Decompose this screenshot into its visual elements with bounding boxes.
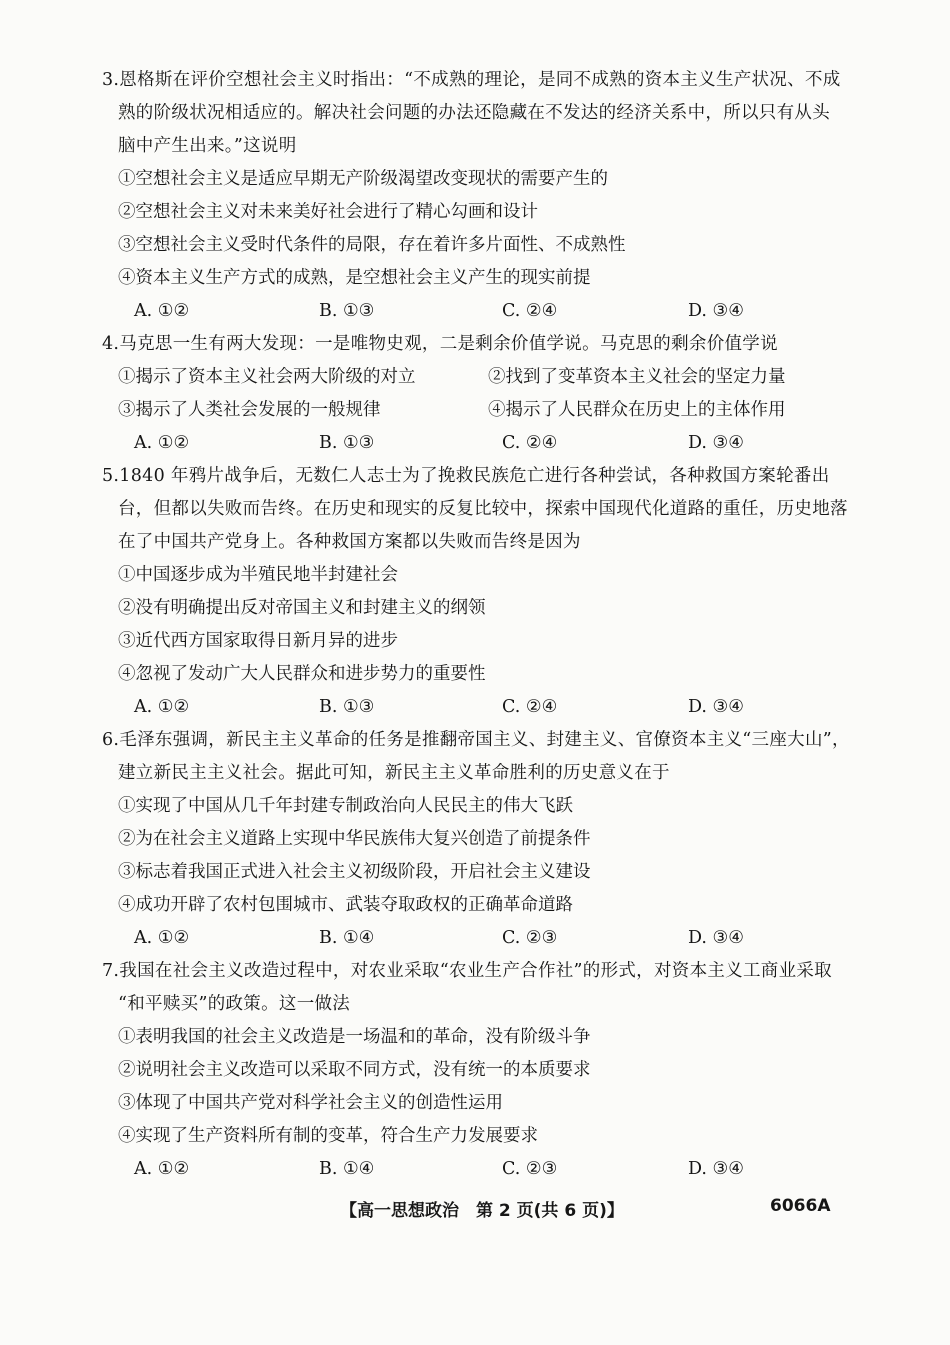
answer-choice-b: B. ①④	[319, 928, 375, 948]
option-statement: ②空想社会主义对未来美好社会进行了精心勾画和设计	[118, 202, 538, 222]
option-statement: ④资本主义生产方式的成熟，是空想社会主义产生的现实前提	[118, 268, 591, 288]
question-stem-line: 5.1840 年鸦片战争后，无数仁人志士为了挽救民族危亡进行各种尝试，各种救国方案轮番出	[102, 466, 830, 486]
option-statement: ④忽视了发动广大人民群众和进步势力的重要性	[118, 664, 486, 684]
questions-area	[102, 64, 858, 1186]
question-stem-line: 台，但都以失败而告终。在历史和现实的反复比较中，探索中国现代化道路的重任，历史地落	[118, 499, 848, 519]
answer-choice-a: A. ①②	[134, 928, 190, 948]
answer-choice-b: B. ①④	[319, 1159, 375, 1179]
option-statement: ②说明社会主义改造可以采取不同方式，没有统一的本质要求	[118, 1060, 591, 1080]
answer-choice-d: D. ③④	[688, 1159, 744, 1179]
question-stem-line: 在了中国共产党身上。各种救国方案都以失败而告终是因为	[118, 532, 581, 552]
option-statement: ③标志着我国正式进入社会主义初级阶段，开启社会主义建设	[118, 862, 591, 882]
question-stem-line: 熟的阶级状况相适应的。解决社会问题的办法还隐藏在不发达的经济关系中，所以只有从头	[118, 103, 830, 123]
question-stem-line: 3.恩格斯在评价空想社会主义时指出：“不成熟的理论，是同不成熟的资本主义生产状况、不成	[102, 70, 841, 90]
answer-choice-b: B. ①③	[319, 697, 375, 717]
question-4	[102, 328, 858, 460]
question-stem-line: 7.我国在社会主义改造过程中，对农业采取“农业生产合作社”的形式，对资本主义工商业采取	[102, 961, 832, 981]
option-statement: ①中国逐步成为半殖民地半封建社会	[118, 565, 398, 585]
question-7	[102, 955, 858, 1186]
answer-choice-b: B. ①③	[319, 301, 375, 321]
answer-choice-a: A. ①②	[134, 697, 190, 717]
answer-choice-a: A. ①②	[134, 301, 190, 321]
answer-choice-a: A. ①②	[134, 433, 190, 453]
option-statement: ①实现了中国从几千年封建专制政治向人民民主的伟大飞跃	[118, 796, 573, 816]
option-statement: ②没有明确提出反对帝国主义和封建主义的纲领	[118, 598, 486, 618]
answer-choice-d: D. ③④	[688, 928, 744, 948]
answer-choice-a: A. ①②	[134, 1159, 190, 1179]
question-stem-line: 6.毛泽东强调，新民主主义革命的任务是推翻帝国主义、封建主义、官僚资本主义“三座大山”，	[102, 730, 850, 750]
answer-choice-c: C. ②③	[502, 1159, 558, 1179]
answer-choice-c: C. ②④	[502, 697, 558, 717]
answer-choices	[118, 295, 858, 328]
option-row	[118, 394, 858, 427]
page-footer	[0, 1196, 950, 1226]
question-5	[102, 460, 858, 724]
option-statement: ③空想社会主义受时代条件的局限，存在着许多片面性、不成熟性	[118, 235, 626, 255]
option-statement: ②找到了变革资本主义社会的坚定力量	[488, 367, 786, 387]
question-stem-line: 建立新民主主义社会。据此可知，新民主主义革命胜利的历史意义在于	[118, 763, 670, 783]
option-statement: ④揭示了人民群众在历史上的主体作用	[488, 400, 786, 420]
question-stem-line: 脑中产生出来。”这说明	[118, 136, 297, 156]
question-stem-line: 4.马克思一生有两大发现：一是唯物史观，二是剩余价值学说。马克思的剩余价值学说	[102, 334, 778, 354]
option-statement: ④成功开辟了农村包围城市、武装夺取政权的正确革命道路	[118, 895, 573, 915]
option-row	[118, 361, 858, 394]
answer-choice-d: D. ③④	[688, 433, 744, 453]
answer-choice-d: D. ③④	[688, 301, 744, 321]
option-statement: ②为在社会主义道路上实现中华民族伟大复兴创造了前提条件	[118, 829, 591, 849]
answer-choice-c: C. ②③	[502, 928, 558, 948]
answer-choices	[118, 427, 858, 460]
question-3	[102, 64, 858, 328]
answer-choice-d: D. ③④	[688, 697, 744, 717]
answer-choice-b: B. ①③	[319, 433, 375, 453]
footer-page-info: 【高一思想政治 第 2 页(共 6 页)】	[340, 1201, 624, 1221]
answer-choices	[118, 1153, 858, 1186]
footer-exam-code: 6066A	[770, 1196, 831, 1216]
answer-choices	[118, 922, 858, 955]
answer-choice-c: C. ②④	[502, 301, 558, 321]
option-statement: ①空想社会主义是适应早期无产阶级渴望改变现状的需要产生的	[118, 169, 608, 189]
answer-choice-c: C. ②④	[502, 433, 558, 453]
option-statement: ③揭示了人类社会发展的一般规律	[118, 400, 381, 420]
option-statement: ①表明我国的社会主义改造是一场温和的革命，没有阶级斗争	[118, 1027, 591, 1047]
option-statement: ④实现了生产资料所有制的变革，符合生产力发展要求	[118, 1126, 538, 1146]
option-statement: ①揭示了资本主义社会两大阶级的对立	[118, 367, 416, 387]
option-statement: ③体现了中国共产党对科学社会主义的创造性运用	[118, 1093, 503, 1113]
question-6	[102, 724, 858, 955]
answer-choices	[118, 691, 858, 724]
question-stem-line: “和平赎买”的政策。这一做法	[118, 994, 351, 1014]
option-statement: ③近代西方国家取得日新月异的进步	[118, 631, 398, 651]
